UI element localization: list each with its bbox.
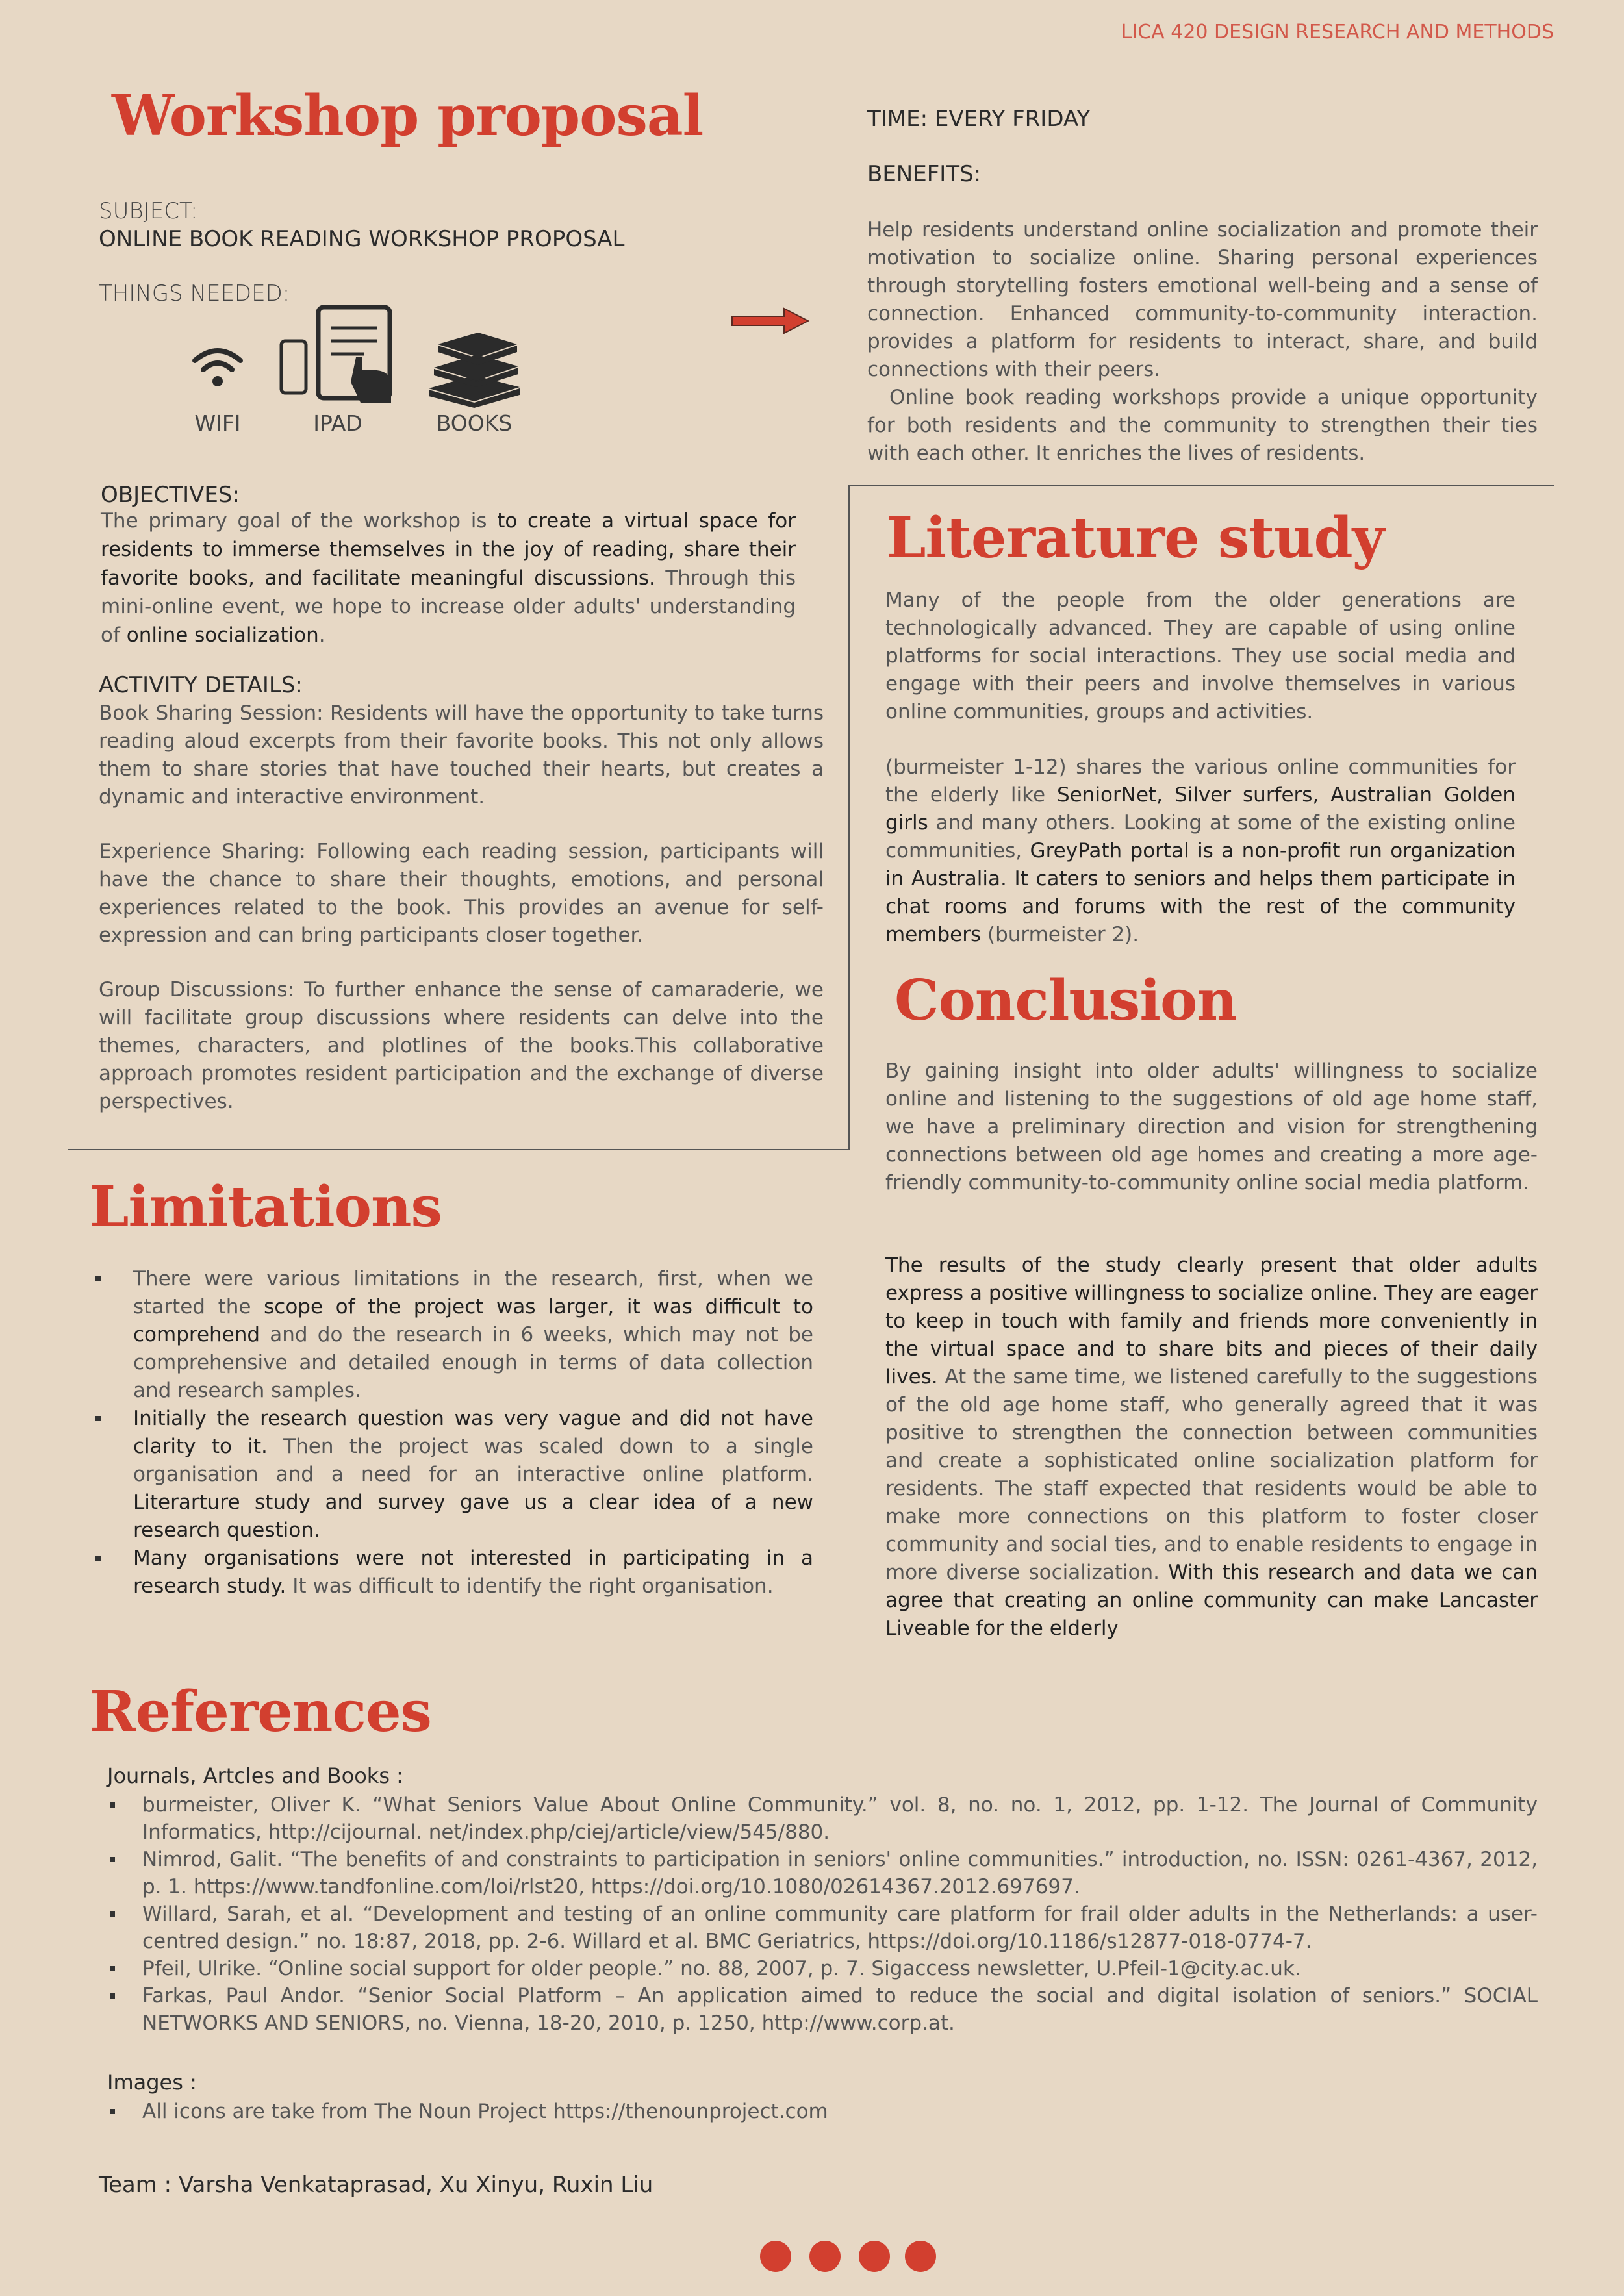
images-label: Images : xyxy=(107,2070,197,2095)
benefits-text-2: Online book reading workshops provide a unique opportunity for both residents and the community to strengthen their ties with each other. It enriches the lives of residents. xyxy=(867,386,1538,465)
images-list xyxy=(107,2098,1538,2125)
activity-book-sharing: Book Sharing Session: Residents will have the opportunity to take turns reading aloud excerpts from their favorite books. This not only allows them to share stories that have touched their hearts, but creates a dynamic and interactive environment. xyxy=(99,701,824,809)
reference-item: Willard, Sarah, et al. “Development and testing of an online community care platform for frail older adults in the Netherlands: a user-centred design.” no. 18:87, 2018, pp. 2-6. Willard et al. BMC Geriatrics, https://doi.org/10.1186/s12877-018-0774-7. xyxy=(107,1900,1538,1955)
divider-mid-left xyxy=(68,1149,850,1150)
activity-group-discussions: Group Discussions: To further enhance the sense of camaraderie, we will facilitate group discussions where residents can delve into the themes, characters, and plotlines of the books.This collaborative approach promotes resident participation and the exchange of diverse perspectives. xyxy=(99,978,824,1113)
things-needed-label: THINGS NEEDED: xyxy=(99,281,290,307)
books-icon xyxy=(422,330,526,408)
journals-label: Journals, Artcles and Books : xyxy=(107,1763,403,1788)
wifi-label: WIFI xyxy=(194,410,241,436)
journals-list xyxy=(107,1791,1538,2037)
reference-item: Farkas, Paul Andor. “Senior Social Platform – An application aimed to reduce the social and digital isolation of seniors.” SOCIAL NETWORKS AND SENIORS, no. Vienna, 18-20, 2010, p. 1250, http://www.corp.at. xyxy=(107,1982,1538,2037)
decorative-dot xyxy=(859,2241,890,2272)
decorative-dot xyxy=(905,2241,936,2272)
wifi-icon xyxy=(188,341,247,393)
image-credit-item: All icons are take from The Noun Project https://thenounproject.com xyxy=(107,2098,1538,2125)
decorative-dot xyxy=(760,2241,791,2272)
references-title: References xyxy=(90,1679,431,1745)
reference-item: burmeister, Oliver K. “What Seniors Value About Online Community.” vol. 8, no. no. 1, 2012, pp. 1-12. The Journal of Community Informatics, http://cijournal. net/index.php/ciej/article/view/545/880. xyxy=(107,1791,1538,1846)
divider-vertical xyxy=(848,485,850,1150)
literature-title: Literature study xyxy=(887,505,1384,571)
conclusion-paragraph-1: By gaining insight into older adults' willingness to socialize online and listening to the suggestions of old age home staff, we have a preliminary direction and vision for strengthening connections between old age homes and creating a more age-friendly community-to-community online social media platform. xyxy=(885,1059,1538,1194)
limitation-item: There were various limitations in the research, first, when we started the scope of the project was larger, it was difficult to comprehend and do the research in 6 weeks, which may not be comprehensive and detailed enough in terms of data collection and research samples. xyxy=(89,1265,813,1405)
literature-paragraph-2: (burmeister 1-12) shares the various online communities for the elderly like SeniorNet, Silver surfers, Australian Golden girls and many others. Looking at some of the existing online communities, GreyPath portal is a non-profit run organization in Australia. It caters to seniors and helps them participate in chat rooms and forums with the rest of the community members (burmeister 2). xyxy=(885,755,1516,946)
literature-paragraph-1: Many of the people from the older generations are technologically advanced. They are capable of using online platforms for social interactions. They use social media and engage with their peers and involve themselves in various online communities, groups and activities. xyxy=(885,588,1516,724)
ipad-icon xyxy=(279,305,396,403)
benefits-label: BENEFITS: xyxy=(867,161,982,187)
arrow-right-icon xyxy=(731,307,810,335)
divider-top-right xyxy=(848,485,1554,486)
limitations-title: Limitations xyxy=(90,1174,442,1240)
subject-value: ONLINE BOOK READING WORKSHOP PROPOSAL xyxy=(99,226,625,252)
conclusion-title: Conclusion xyxy=(894,968,1237,1033)
course-header: LICA 420 DESIGN RESEARCH AND METHODS xyxy=(1121,21,1554,44)
benefits-text: Help residents understand online socialization and promote their motivation to socialize online. Sharing personal experiences through storytelling fosters emotional well-being and a sense of connection. Enhanced community-to-community interaction. provides a platform for residents to interact, share, and build connections with their peers. xyxy=(867,218,1538,381)
conclusion-paragraph-2: The results of the study clearly present that older adults express a positive willingness to socialize online. They are eager to keep in touch with family and friends more conveniently in the virtual space and to share bits and pieces of their daily lives. At the same time, we listened carefully to the suggestions of the old age home staff, who generally agreed that it was positive to strengthen the connection between communities and create a sophisticated online socialization platform for residents. The staff expected that residents would be able to make more connections on this platform to foster closer community and social ties, and to enable residents to engage in more diverse socialization. With this research and data we can agree that creating an online community can make Lancaster Liveable for the elderly xyxy=(885,1254,1538,1640)
subject-label: SUBJECT: xyxy=(99,198,198,224)
books-label: BOOKS xyxy=(436,410,513,436)
time-label: TIME: EVERY FRIDAY xyxy=(867,106,1091,132)
limitation-item: Initially the research question was very vague and did not have clarity to it. Then the project was scaled down to a single organisation and a need for an interactive online platform. Literarture study and survey gave us a clear idea of a new research question. xyxy=(89,1405,813,1545)
reference-item: Nimrod, Galit. “The benefits of and constraints to participation in seniors' online communities.” introduction, no. ISSN: 0261-4367, 2012, p. 1. https://www.tandfonline.com/loi/rlst20, https://doi.org/10.1080/02614367.2012.697697. xyxy=(107,1846,1538,1900)
objectives-label: OBJECTIVES: xyxy=(101,482,240,508)
limitations-list xyxy=(89,1265,813,1600)
ipad-label: IPAD xyxy=(313,410,362,436)
workshop-title: Workshop proposal xyxy=(112,83,704,149)
decorative-dot xyxy=(809,2241,841,2272)
objectives-text: The primary goal of the workshop is to create a virtual space for residents to immerse themselves in the joy of reading, share their favorite books, and facilitate meaningful discussions. Through this mini-online event, we hope to increase older adults' understanding of online socialization. xyxy=(101,509,796,647)
team-credits: Team : Varsha Venkataprasad, Xu Xinyu, Ruxin Liu xyxy=(99,2172,653,2198)
activity-experience-sharing: Experience Sharing: Following each reading session, participants will have the chance to share their thoughts, emotions, and personal experiences related to the book. This provides an avenue for self-expression and can bring participants closer together. xyxy=(99,840,824,947)
limitation-item: Many organisations were not interested in participating in a research study. It was difficult to identify the right organisation. xyxy=(89,1545,813,1600)
reference-item: Pfeil, Ulrike. “Online social support for older people.” no. 88, 2007, p. 7. Sigaccess newsletter, U.Pfeil-1@city.ac.uk. xyxy=(107,1955,1538,1982)
activity-details-label: ACTIVITY DETAILS: xyxy=(99,672,303,698)
